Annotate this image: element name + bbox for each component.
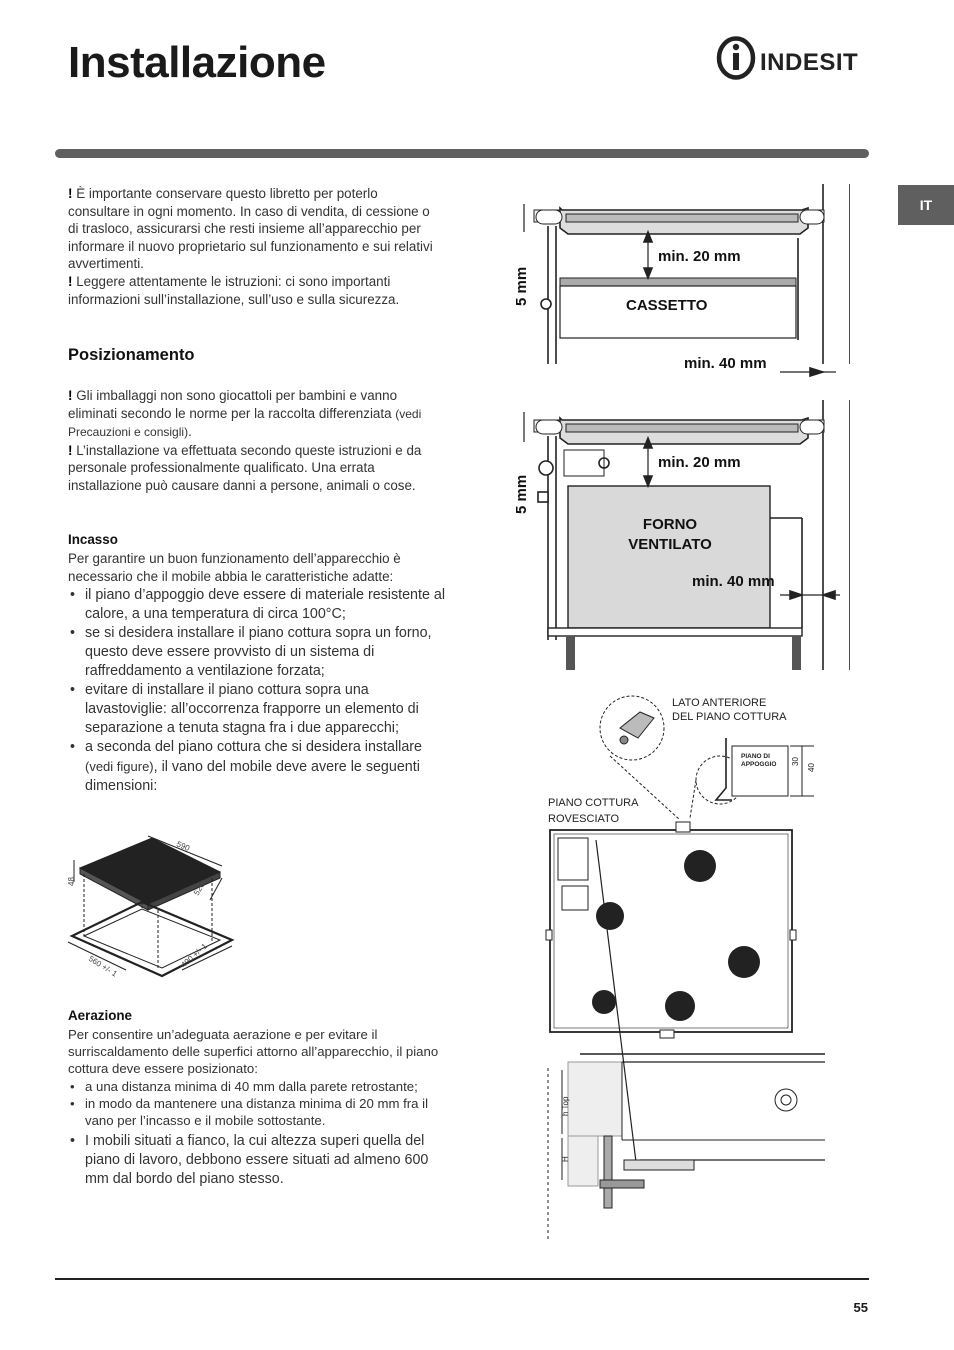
installation-clearance-figure <box>510 180 850 670</box>
oven-label-line1: FORNO <box>642 516 698 533</box>
aerazione-intro: Per consentire un’adeguata aerazione e per evitare il surriscaldamento delle superfici attorno all’apparecchio, il piano cottura deve essere posizionato: <box>68 1027 439 1077</box>
list-item: • il piano d’appoggio deve essere di materiale resistente al calore, a una temperatura di circa 100°C; <box>68 586 453 624</box>
warning-text: L’installazione va effettuata secondo queste istruzioni e da personale professionalmente qualificato. Una errata installazione può causare danni a persone, animali o cose. <box>68 442 422 493</box>
warning-text-end: . <box>188 424 192 440</box>
min40-lower-label: min. 40 mm <box>692 573 775 590</box>
section-heading-posizionamento: Posizionamento <box>68 346 195 364</box>
list-item: • se si desidera installare il piano cottura sopra un forno, questo deve essere provvisto di un sistema di raffreddamento a ventilazione forzata; <box>68 624 453 681</box>
list-item: • in modo da mantenere una distanza minima di 20 mm fra il vano per l’incasso e il mobile sottostante. <box>68 1095 448 1129</box>
front-side-label-line2: DEL PIANO COTTURA <box>672 711 787 723</box>
list-item: • I mobili situati a fianco, la cui altezza superi quella del piano di lavoro, debbono essere situati ad almeno 600 mm dal bordo del piano stesso. <box>68 1132 448 1189</box>
warning-mark: ! <box>68 388 73 403</box>
brand-name: INDESIT <box>760 49 859 76</box>
min20-lower-label: min. 20 mm <box>658 454 741 471</box>
5mm-upper-label: 5 mm <box>513 266 530 306</box>
pos-warning-2 <box>68 442 438 495</box>
aerazione-list <box>68 1078 448 1189</box>
subheading-aerazione: Aerazione <box>68 1008 132 1023</box>
support-label-line2: APPOGGIO <box>741 761 777 768</box>
warning-mark: ! <box>68 273 73 289</box>
warning-mark: ! <box>68 442 73 458</box>
pos-warning-1 <box>68 387 438 442</box>
min40-upper-label: min. 40 mm <box>684 355 767 372</box>
posizionamento-text <box>68 387 438 495</box>
cross-reference: (vedi Precauzioni e consigli) <box>68 406 422 440</box>
list-item: • a una distanza minima di 40 mm dalla parete retrostante; <box>68 1078 448 1095</box>
5mm-lower-label: 5 mm <box>513 474 530 514</box>
list-text: , il vano del mobile deve avere le seguenti dimensioni: <box>85 759 420 794</box>
dim-520-label: 520 <box>191 880 207 897</box>
subheading-incasso: Incasso <box>68 532 118 547</box>
warning-text: È importante conservare questo libretto per poterlo consultare in ogni momento. In caso di vendita, di cessione o di trasloco, assicurarsi che resti insieme all’apparecchio per informare il nuovo proprietario sul funzionamento e sui relativi avvertimenti. <box>68 186 433 272</box>
footer-rule <box>55 1278 869 1280</box>
dim-40-label: 40 <box>807 763 816 772</box>
inverted-hob-label-line1: PIANO COTTURA <box>548 797 639 809</box>
dim-490-label: 490 +/- 1 <box>179 941 209 970</box>
dim-48-label: 48 <box>67 877 76 886</box>
h-top-label: h Top <box>561 1096 570 1116</box>
dim-30-label: 30 <box>791 757 800 766</box>
h-label: H <box>561 1156 570 1162</box>
warning-text: Gli imballaggi non sono giocattoli per bambini e vanno eliminati secondo le norme per la raccolta differenziata <box>68 388 398 421</box>
inverted-hob-label-line2: ROVESCIATO <box>548 813 620 825</box>
list-text: a seconda del piano cottura che si desidera installare <box>85 739 422 755</box>
oven-label-line2: VENTILATO <box>628 536 712 553</box>
header-rule <box>55 149 869 158</box>
page-title: Installazione <box>68 38 326 87</box>
intro-warning-1 <box>68 185 438 273</box>
cross-reference: (vedi figure) <box>85 759 154 774</box>
support-label-line1: PIANO DI <box>741 753 770 760</box>
list-item <box>68 738 453 796</box>
front-side-label-line1: LATO ANTERIORE <box>672 697 767 709</box>
list-item: • evitare di installare il piano cottura sopra una lavastoviglie: all’occorrenza frapporre un elemento di separazione a tenuta stagna fra i due apparecchi; <box>68 681 453 738</box>
fixing-bracket-figure <box>540 690 825 1240</box>
language-tab[interactable]: IT <box>898 185 954 225</box>
dim-590-label: 590 <box>175 839 192 853</box>
intro-warning-2 <box>68 273 438 308</box>
incasso-intro: Per garantire un buon funzionamento dell’apparecchio è necessario che il mobile abbia le caratteristiche adatte: <box>68 551 401 584</box>
warning-mark: ! <box>68 186 73 201</box>
page-number: 55 <box>853 1300 868 1315</box>
dim-560-label: 560 +/- 1 <box>86 954 119 979</box>
indesit-logo <box>716 36 872 80</box>
min20-upper-label: min. 20 mm <box>658 248 741 265</box>
incasso-list <box>68 586 453 796</box>
cutout-dimensions-figure <box>62 830 247 980</box>
warning-text: Leggere attentamente le istruzioni: ci sono importanti informazioni sull’installazione, sull’uso e sulla sicurezza. <box>68 273 400 307</box>
drawer-label: CASSETTO <box>626 297 708 314</box>
intro-warnings <box>68 185 438 308</box>
